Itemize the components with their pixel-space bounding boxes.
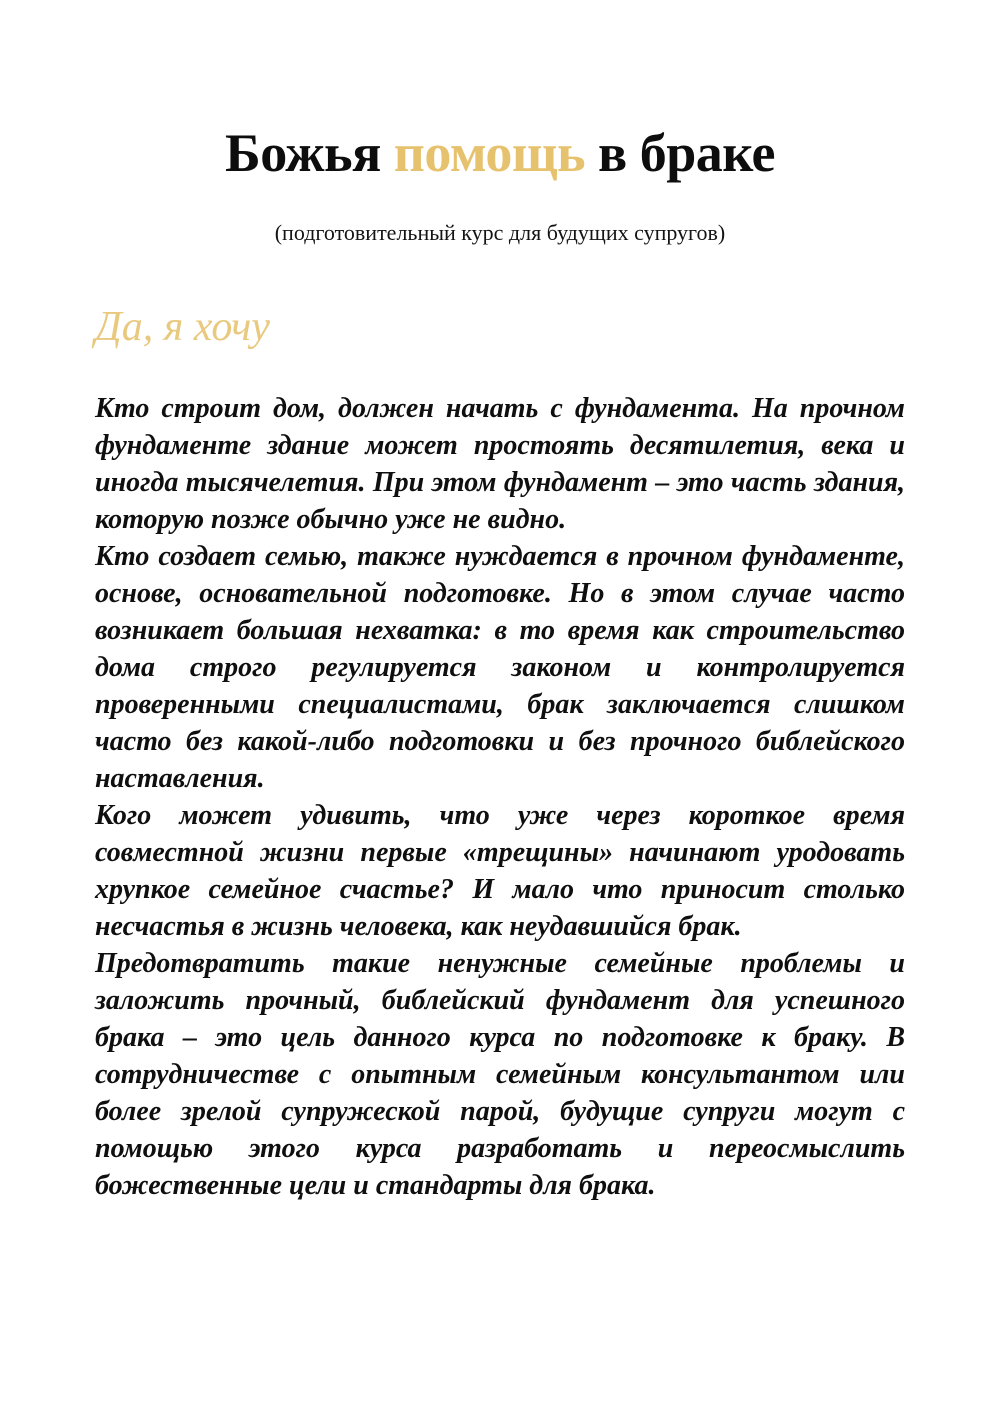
paragraph-4: Предотвратить такие ненужные семейные проблемы и заложить прочный, библейский фундамент для успешного брака – это цель данного курса по подготовке к браку. В сотрудничестве с опытным семейным консультантом или более зрелой супружеской парой, будущие супруги могут с помощью этого курса разработать и переосмыслить божественные цели и стандарты для брака. [95,947,905,1201]
body-text [95,390,905,1204]
page-title-part2: в браке [598,123,775,184]
page-subtitle: (подготовительный курс для будущих супругов) [274,219,726,245]
paragraph-1: Кто строит дом, должен начать с фундамента. На прочном фундаменте здание может простоять десятилетия, века и иногда тысячелетия. При этом фундамент – это часть здания, которую позже обычно уже не видно. [95,392,905,535]
page-title-highlight: помощь [393,123,586,184]
section-heading: Да, я хочу [95,303,270,350]
paragraph-3: Кого может удивить, что уже через короткое время совместной жизни первые «трещины» начинают уродовать хрупкое семейное счастье? И мало что приносит столько несчастья в жизнь человека, как неудавшийся брак. [95,799,905,942]
page-title-part1: Божья [225,123,381,184]
page-title [95,124,905,183]
paragraph-2: Кто создает семью, также нуждается в прочном фундаменте, основе, основательной подготовке. Но в этом случае часто возникает большая нехватка: в то время как строительство дома строго регулируется законом и контролируется проверенными специалистами, брак заключается слишком часто без какой-либо подготовки и без прочного библейского наставления. [95,540,905,794]
